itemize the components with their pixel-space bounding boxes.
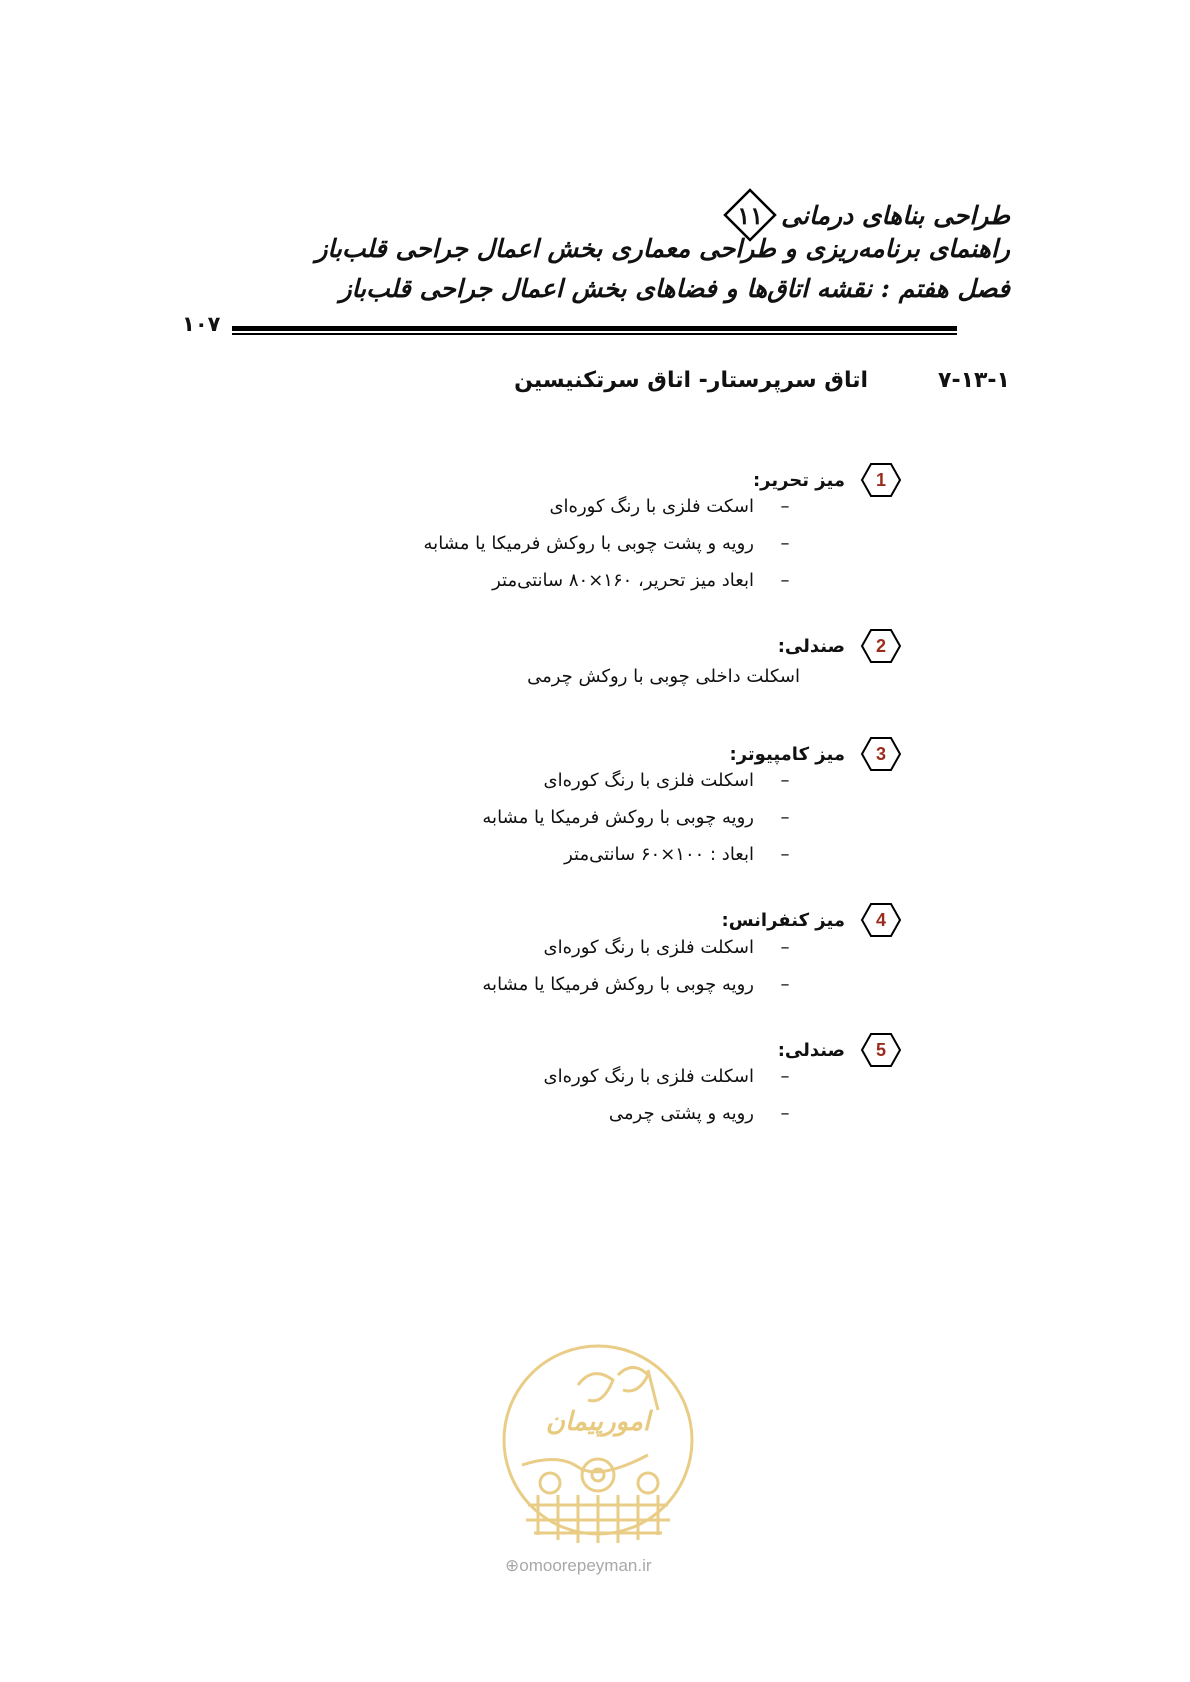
- list-item-text: رویه چوبی با روکش فرمیکا یا مشابه: [482, 807, 754, 828]
- bullet-dash: –: [780, 770, 790, 791]
- list-item: [492, 570, 800, 591]
- bullet-dash: –: [780, 844, 790, 865]
- list-item-text: اسکلت فلزی با رنگ کوره‌ای: [543, 937, 754, 958]
- section-title: اتاق سرپرستار- اتاق سرتکنیسین: [514, 368, 869, 393]
- header-rule-thin: [232, 333, 957, 335]
- list-item: [564, 844, 800, 865]
- item-number: 5: [876, 1039, 887, 1060]
- list-item: [482, 974, 800, 995]
- item-number: 2: [876, 635, 887, 656]
- watermark-logo: [498, 1335, 698, 1545]
- item-number-badge: [859, 736, 903, 772]
- bullet-dash: –: [780, 533, 790, 554]
- series-number: ۱۱: [737, 200, 764, 230]
- list-item: [424, 533, 800, 554]
- item-number-badge: [859, 902, 903, 938]
- series-title: طراحی بناهای درمانی: [781, 200, 1010, 230]
- header-rule-thick: [232, 326, 957, 331]
- list-item-text: رویه و پشت چوبی با روکش فرمیکا یا مشابه: [423, 533, 754, 554]
- item-description: اسکلت داخلی چوبی با روکش چرمی: [527, 666, 800, 687]
- section-heading: [514, 368, 1010, 393]
- list-item: [543, 770, 800, 791]
- list-item: [549, 496, 800, 517]
- list-item: [543, 937, 800, 958]
- book-title: راهنمای برنامه‌ریزی و طراحی معماری بخش اعمال جراحی قلب‌باز: [315, 234, 1010, 263]
- item-title: میز کامپیوتر:: [729, 743, 845, 765]
- bullet-dash: –: [780, 570, 790, 591]
- globe-icon: ⊕: [505, 1556, 520, 1575]
- item-heading: [778, 1032, 903, 1068]
- item-number-badge: [859, 628, 903, 664]
- item-heading: [778, 628, 903, 664]
- bullet-dash: –: [780, 1066, 790, 1087]
- item-title: میز تحریر:: [752, 469, 845, 491]
- list-item: [609, 1103, 800, 1124]
- item-title: میز کنفرانس:: [721, 909, 845, 931]
- watermark-site-text: omoorepeyman.ir: [519, 1556, 652, 1575]
- item-title: صندلی:: [777, 1039, 845, 1061]
- item-number-badge: [859, 462, 903, 498]
- item-heading: [722, 902, 904, 938]
- bullet-dash: –: [780, 1103, 790, 1124]
- bullet-dash: –: [780, 974, 790, 995]
- item-heading: [730, 736, 903, 772]
- list-item-text: رویه چوبی با روکش فرمیکا یا مشابه: [482, 974, 754, 995]
- bullet-dash: –: [780, 496, 790, 517]
- list-item-text: اسکت فلزی با رنگ کوره‌ای: [549, 496, 754, 517]
- bullet-dash: –: [780, 807, 790, 828]
- bullet-dash: –: [780, 937, 790, 958]
- list-item-text: ابعاد : ۱۰۰×۶۰ سانتی‌متر: [564, 844, 754, 865]
- item-title: صندلی:: [777, 635, 845, 657]
- watermark-site: [505, 1556, 652, 1576]
- item-heading: [753, 462, 903, 498]
- list-item: [543, 1066, 800, 1087]
- section-number: ۷-۱۳-۱: [938, 368, 1010, 393]
- list-item-text: ابعاد میز تحریر، ۱۶۰×۸۰ سانتی‌متر: [492, 570, 754, 591]
- list-item: [482, 807, 800, 828]
- chapter-title: فصل هفتم : نقشه اتاق‌ها و فضاهای بخش اعمال جراحی قلب‌باز: [339, 274, 1010, 303]
- item-number: 3: [876, 743, 887, 764]
- item-number: 4: [876, 909, 887, 930]
- item-number: 1: [876, 469, 887, 490]
- list-item-text: اسکلت فلزی با رنگ کوره‌ای: [543, 770, 754, 791]
- list-item-text: رویه و پشتی چرمی: [608, 1103, 754, 1124]
- list-item-text: اسکلت فلزی با رنگ کوره‌ای: [543, 1066, 754, 1087]
- page-number: ۱۰۷: [182, 312, 221, 336]
- item-number-badge: [859, 1032, 903, 1068]
- watermark-logo-text: امورپیمان: [545, 1407, 651, 1437]
